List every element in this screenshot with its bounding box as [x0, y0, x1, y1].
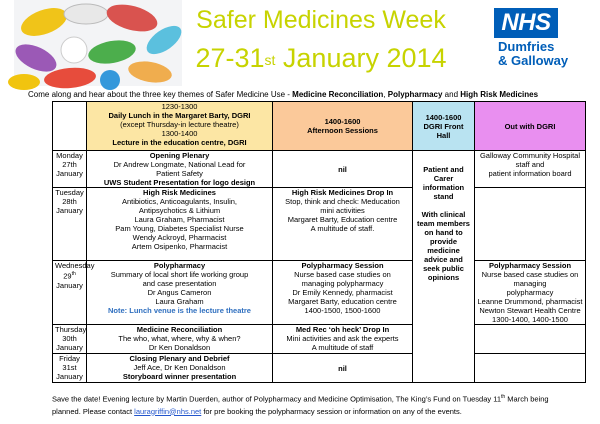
out-cell [475, 188, 586, 261]
footer-text: planned. Please contact [52, 406, 135, 416]
intro-theme-3: High Risk Medicines [460, 90, 539, 99]
table-row [53, 261, 586, 325]
out-cell [475, 325, 586, 354]
session-line: Antipsychotics & Lithium [138, 206, 221, 215]
lunch-cell [87, 151, 273, 188]
session-title: High Risk Medicines Drop In [291, 188, 394, 197]
day-cell [53, 325, 87, 354]
day-cell [53, 188, 87, 261]
front-hall-line: seek public [423, 264, 464, 273]
day-name: Friday [59, 354, 80, 363]
front-hall-line: With clinical [421, 210, 466, 219]
session-line: Antibiotics, Anticoagulants, Insulin, [121, 197, 238, 206]
out-line: 1300-1400, 1400-1500 [492, 315, 568, 324]
header-blank [53, 102, 87, 151]
day-num-sup: th [71, 271, 76, 277]
front-hall-line: opinions [427, 273, 460, 282]
session-line: and case presentation [142, 279, 217, 288]
nhs-logo-sub2: & Galloway [498, 53, 569, 68]
session-line: Mini activities and ask the experts [286, 334, 399, 343]
session-line: Laura Graham, Pharmacist [134, 215, 225, 224]
day-cell [53, 354, 87, 383]
nhs-logo-box: NHS [494, 8, 558, 38]
title-date-sup: st [264, 52, 276, 68]
header-lunch [87, 102, 273, 151]
footer-text: for pre booking the polypharmacy session or information on any of the events. [201, 406, 462, 416]
day-num: 30th [62, 334, 77, 343]
header-lecture-time: 1300-1400 [161, 129, 198, 138]
header-afternoon-title: Afternoon Sessions [307, 126, 378, 135]
day-num: 28th [62, 197, 77, 206]
lunch-cell [87, 354, 273, 383]
session-line: Nurse based case studies on [294, 270, 391, 279]
session-line: Margaret Barty, education centre [288, 297, 397, 306]
day-num-value: 29 [63, 271, 72, 281]
day-name: Thursday [55, 325, 87, 334]
session-line: Dr Andrew Longmate, National Lead for [113, 160, 246, 169]
session-line: 1400-1500, 1500-1600 [304, 306, 381, 315]
session-title: Polypharmacy Session [301, 261, 384, 270]
session-line: Storyboard winner presentation [122, 372, 237, 381]
front-hall-spacer [415, 201, 472, 210]
header-afternoon-time: 1400-1600 [324, 117, 361, 126]
front-hall-line: Carer [433, 174, 454, 183]
header-lunch-time: 1230-1300 [161, 102, 198, 111]
footer-line-2 [52, 406, 592, 418]
footer-text: Save the date! Evening lecture by Martin Duerden, author of Polypharmacy and Medicine Optimisation, The King’s Fund on Tuesday 11 [52, 394, 502, 404]
nhs-logo-sub1: Dumfries [498, 39, 555, 54]
day-name: Monday [56, 151, 83, 160]
session-title: Polypharmacy Session [488, 261, 572, 270]
session-line: Dr Ken Donaldson [148, 343, 211, 352]
session-line: Pam Young, Diabetes Specialist Nurse [115, 224, 244, 233]
front-hall-line: provide [429, 237, 458, 246]
session-line: mini activities [320, 206, 365, 215]
footer-text: March being [505, 394, 549, 404]
day-month: January [56, 280, 83, 290]
day-num [55, 270, 84, 281]
session-line: UWS Student Presentation for logo design [103, 178, 256, 187]
afternoon-cell [273, 354, 413, 383]
title-date-start: 27-31 [195, 43, 265, 73]
afternoon-cell [273, 151, 413, 188]
footer-sup: th [501, 394, 506, 400]
out-cell [475, 354, 586, 383]
out-cell [475, 151, 586, 188]
session-title: Med Rec ‘oh heck’ Drop In [295, 325, 390, 334]
front-hall-line: medicine [427, 246, 460, 255]
front-hall-line: stand [433, 192, 454, 201]
table-row [53, 354, 586, 383]
header-front-title: DGRI Front [423, 121, 464, 131]
session-line: Wendy Ackroyd, Pharmacist [132, 233, 227, 242]
day-month: January [56, 372, 83, 381]
day-num: 27th [62, 160, 77, 169]
lunch-cell [87, 188, 273, 261]
header-lecture-title: Lecture in the education centre, DGRI [112, 138, 247, 147]
session-line: Margaret Barty, Education centre [287, 215, 398, 224]
session-title: Polypharmacy [153, 261, 206, 270]
day-cell [53, 261, 95, 325]
out-line: Newton Stewart Health Centre [479, 306, 581, 315]
out-cell [475, 261, 586, 325]
nhs-logo [492, 8, 594, 82]
intro-text [28, 90, 538, 100]
header-lunch-except: (except Thursday-in lecture theatre) [120, 120, 239, 129]
intro-theme-1: Medicine Reconciliation [292, 90, 384, 99]
table-row [53, 188, 586, 261]
session-line: Artem Osipenko, Pharmacist [131, 242, 228, 251]
footer-note [52, 391, 592, 418]
day-month: January [56, 169, 83, 178]
out-line: Galloway Community Hospital staff and [479, 151, 581, 169]
session-line: managing polypharmacy [301, 279, 384, 288]
lunch-cell [87, 325, 273, 354]
intro-sep-2: and [442, 90, 461, 99]
front-hall-line: team members [417, 219, 470, 228]
day-month: January [56, 206, 83, 215]
session-line: The who, what, where, why & when? [118, 334, 241, 343]
afternoon-nil: nil [338, 363, 347, 373]
header-front-hall-word: Hall [436, 130, 451, 140]
day-name: Tuesday [55, 188, 84, 197]
session-title: Opening Plenary [149, 151, 210, 160]
pills-image [14, 0, 182, 86]
session-title: Closing Plenary and Debrief [129, 354, 230, 363]
session-title: Medicine Reconciliation [136, 325, 223, 334]
front-hall-line: information [422, 183, 465, 192]
header-afternoon [273, 102, 413, 151]
table-header-row [53, 102, 586, 151]
day-cell [53, 151, 87, 188]
front-hall-line: Patient and [423, 165, 464, 174]
day-name: Wednesday [55, 261, 95, 270]
afternoon-cell [273, 325, 413, 354]
session-line: Jeff Ace, Dr Ken Donaldson [133, 363, 226, 372]
session-line: Patient Safety [156, 169, 203, 178]
title-date-rest: January 2014 [275, 43, 447, 73]
contact-email-link[interactable]: lauragriffin@nhs.net [134, 406, 202, 416]
page-title [190, 6, 452, 74]
session-line: Dr Angus Cameron [147, 288, 212, 297]
title-line-1: Safer Medicines Week [196, 6, 446, 34]
header-out [475, 102, 586, 151]
intro-sep-1: , [383, 90, 388, 99]
afternoon-nil: nil [338, 164, 347, 174]
day-num: 31st [62, 363, 77, 372]
table-row [53, 325, 586, 354]
out-line: polypharmacy [506, 288, 554, 297]
header-lunch-title: Daily Lunch in the Margaret Barty, DGRI [108, 111, 251, 120]
session-line: Laura Graham [155, 297, 204, 306]
header-front-hall [413, 102, 475, 151]
intro-theme-2: Polypharmacy [387, 90, 443, 99]
out-line: Leanne Drummond, pharmacist [477, 297, 583, 306]
out-line: Nurse based case studies on managing [481, 270, 579, 288]
afternoon-cell [273, 261, 413, 325]
lunch-cell [87, 261, 273, 325]
footer-line-1 [52, 391, 592, 406]
table-row [53, 151, 586, 188]
title-date [190, 42, 452, 74]
intro-before: Come along and hear about the three key themes of Safer Medicine Use - [28, 90, 293, 99]
session-line: A multitude of staff. [310, 224, 375, 233]
header-front-time: 1400-1600 [425, 112, 462, 122]
header-out-title: Out with DGRI [504, 121, 556, 131]
schedule-table [52, 101, 586, 383]
afternoon-cell [273, 188, 413, 261]
session-line: Stop, think and check: Meducation [285, 197, 400, 206]
lunch-venue-note: Note: Lunch venue is the lecture theatre [108, 306, 251, 315]
front-hall-line: advice and [424, 255, 463, 264]
front-hall-line: on hand to [424, 228, 463, 237]
session-line: A multitude of staff [311, 343, 374, 352]
session-line: Dr Emily Kennedy, pharmacist [292, 288, 393, 297]
front-hall-cell [413, 151, 475, 383]
out-line: patient information board [488, 169, 572, 178]
session-title: High Risk Medicines [143, 188, 216, 197]
session-line: Summary of local short life working group [110, 270, 249, 279]
day-month: January [56, 343, 83, 352]
